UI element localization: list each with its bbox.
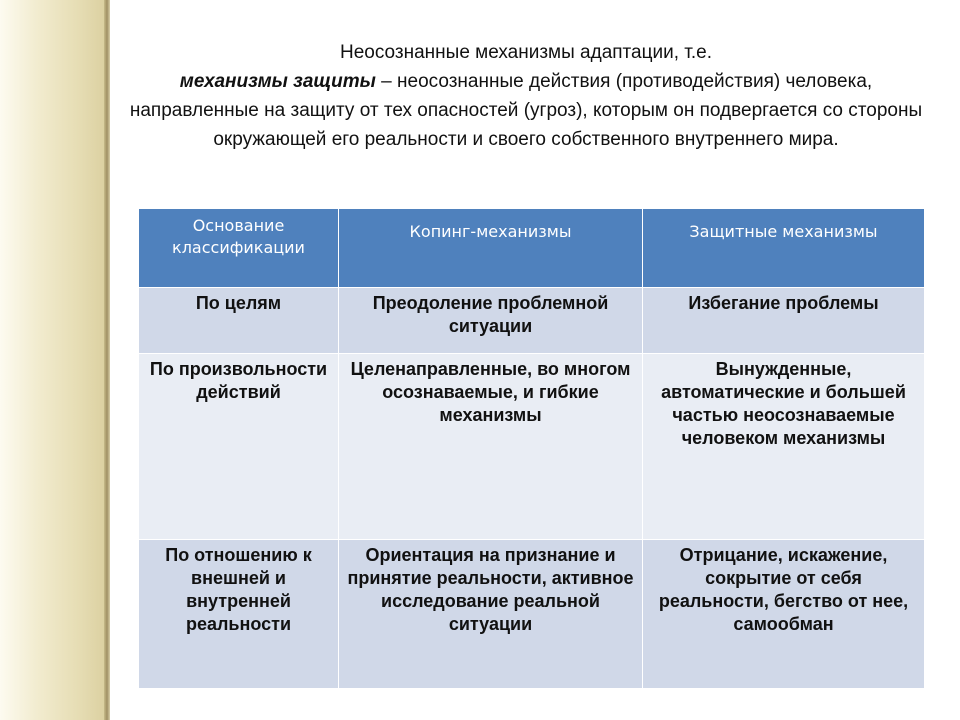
- table-row: [139, 540, 925, 689]
- intro-line-1: Неосознанные механизмы адаптации, т.е.: [339, 42, 712, 63]
- row-coping-cell: Целенаправленные, во многом осознаваемые, и гибкие механизмы: [339, 354, 643, 540]
- table-row: [139, 288, 925, 354]
- row-basis-cell: [139, 354, 339, 540]
- classification-table: [138, 208, 925, 689]
- intro-definition: – неосознанные действия (противодействия) человека, направленные на защиту от тех опасностей (угроз), которым он подвергается со стороны окружающей его реальности и своего собственного внутреннего мира.: [129, 71, 923, 150]
- decorative-sidebar: [0, 0, 104, 720]
- table-header-row: [139, 209, 925, 288]
- row-defense-cell: Избегание проблемы: [643, 288, 925, 354]
- row-basis-cell: По целям: [139, 288, 339, 354]
- sidebar-edge: [104, 0, 110, 720]
- row-coping-cell: Ориентация на признание и принятие реальности, активное исследование реальной ситуации: [339, 540, 643, 689]
- row-coping-cell: Преодоление проблемной ситуации: [339, 288, 643, 354]
- row-basis-cell: По отношению к внешней и внутренней реальности: [139, 540, 339, 689]
- intro-text: [128, 38, 924, 154]
- row-defense-cell: Вынужденные, автоматические и большей частью неосознаваемые человеком механизмы: [643, 354, 925, 540]
- row-basis-text: По произвольности действий: [149, 359, 328, 402]
- header-defense-mechanisms: Защитные механизмы: [643, 209, 925, 288]
- header-classification-basis: Основание классификации: [139, 209, 339, 288]
- table-row: [139, 354, 925, 540]
- header-coping-mechanisms: Копинг-механизмы: [339, 209, 643, 288]
- row-defense-cell: Отрицание, искажение, сокрытие от себя реальности, бегство от нее, самообман: [643, 540, 925, 689]
- intro-emphasis: механизмы защиты: [179, 71, 376, 92]
